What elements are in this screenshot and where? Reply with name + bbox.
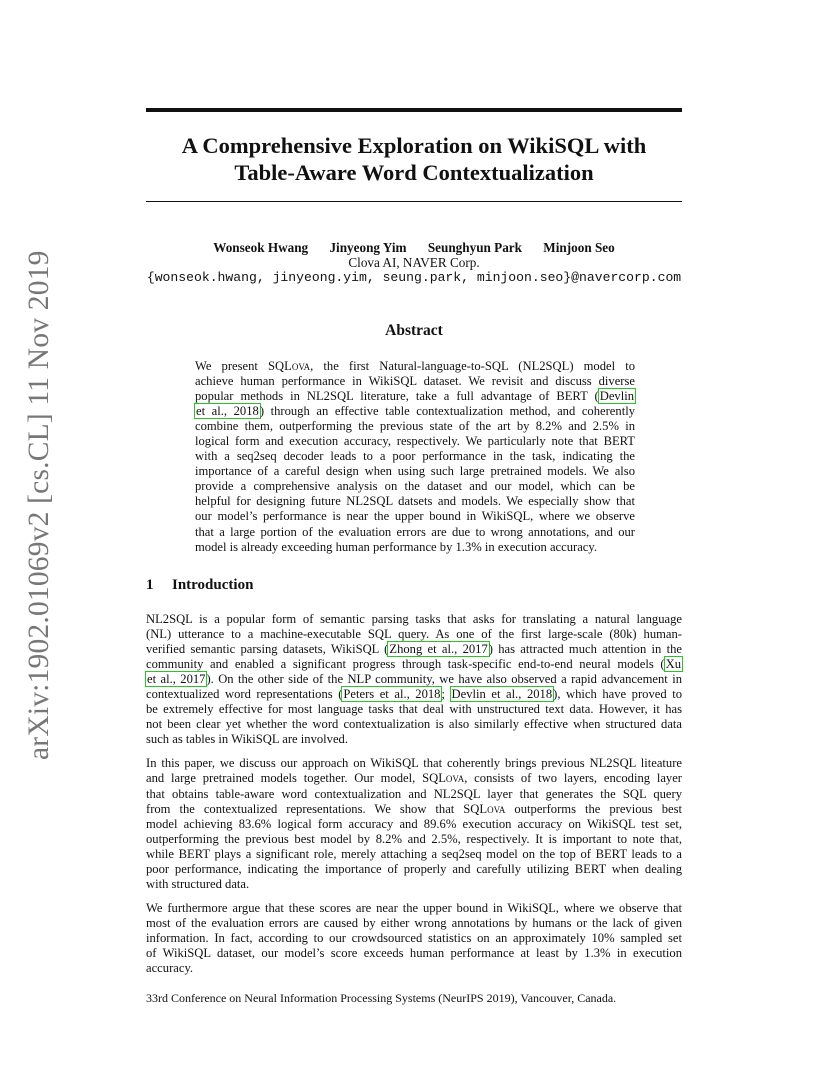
author-name: Wonseok Hwang (213, 240, 309, 255)
body-line: information. In fact, according to our crowdsourced statistics on an approximately 10% sampled set (146, 930, 682, 945)
body-line: and large pretrained models together. Our model, SQLova, consists of two layers, encoding layer (146, 771, 683, 786)
arxiv-identifier: arXiv:1902.01069v2 [cs.CL] 11 Nov 2019 (23, 250, 55, 760)
body-line: most of the evaluation errors are caused by either wrong annotations by humans or the lack of given (146, 915, 682, 930)
citation-link[interactable]: et al., 2017 (147, 672, 206, 687)
abstract-body (195, 359, 635, 555)
title-rule-top (146, 108, 682, 112)
model-name-smallcaps: ova (291, 359, 311, 373)
body-line: that obtains table-aware word contextualization and NL2SQL layer that generates the SQL query (146, 786, 682, 801)
title-line-2: Table-Aware Word Contextualization (234, 160, 594, 185)
author-list (146, 240, 682, 255)
citation-link[interactable]: Peters et al., 2018 (343, 687, 441, 702)
abstract-line: combine them, outperforming the previous state of the art by 8.2% and 2.5% in (195, 419, 635, 434)
body-line: accuracy. (146, 961, 194, 976)
abstract-line: that a large portion of the evaluation errors are due to wrong annotations, and our (195, 524, 635, 539)
abstract-line: achieve human performance in WikiSQL dataset. We revisit and discuss diverse (195, 374, 635, 389)
body-line: contextualized word representations (Peters et al., 2018; Devlin et al., 2018), which have proved to (146, 687, 682, 702)
abstract-line: provide a comprehensive analysis on the dataset and our model, which can be (195, 479, 635, 494)
body-line: not been clear yet whether the word contextualization is also similarly effective when structured data (146, 717, 682, 732)
citation-link[interactable]: Zhong et al., 2017 (389, 642, 488, 657)
model-name-smallcaps: ova (445, 771, 465, 786)
section-heading-introduction (146, 577, 253, 594)
conference-footnote: 33rd Conference on Neural Information Processing Systems (NeurIPS 2019), Vancouver, Canada. (146, 991, 617, 1005)
abstract-line: logical form and execution accuracy, respectively. We particularly note that BERT (195, 434, 635, 449)
body-line: from the contextualized representations. We show that SQLova outperforms the previous best (146, 801, 682, 816)
title-line-1: A Comprehensive Exploration on WikiSQL with (181, 133, 647, 158)
abstract-line: popular methods in NL2SQL literature, take a full advantage of BERT (Devlin (195, 389, 634, 404)
citation-link[interactable]: Devlin et al., 2018 (451, 687, 553, 702)
introduction-body (146, 612, 682, 976)
intro-paragraph-2 (146, 756, 682, 891)
body-line: poor performance, indicating the importance of properly and carefully utilizing BERT when dealing (146, 861, 682, 876)
body-line: In this paper, we discuss our approach on WikiSQL that coherently brings previous NL2SQL liteature (146, 756, 682, 771)
model-name-smallcaps: ova (487, 801, 506, 816)
intro-paragraph-3 (146, 901, 682, 976)
author-emails[interactable]: {wonseok.hwang, jinyeong.yim, seung.park, minjoon.seo}@navercorp.com (146, 270, 682, 285)
abstract-line: helpful for designing future NL2SQL datsets and models. We especially show that (195, 494, 635, 509)
citation-link[interactable]: Devlin (599, 389, 634, 404)
abstract-line: our model’s performance is near the upper bound in WikiSQL, where we observe (195, 509, 635, 524)
paper-title (146, 132, 682, 186)
author-name: Minjoon Seo (543, 240, 615, 255)
abstract-line: model is already exceeding human performance by 1.3% in execution accuracy. (195, 539, 598, 554)
author-name: Seunghyun Park (427, 240, 522, 255)
body-line: of WikiSQL dataset, our model’s score exceeds human performance at least by 1.3% in execution (146, 945, 682, 960)
author-name: Jinyeong Yim (329, 240, 407, 255)
abstract-paragraph (195, 359, 635, 555)
body-line: while BERT plays a significant role, merely attaching a seq2seq model on the top of BERT leads to a (146, 846, 682, 861)
abstract-heading: Abstract (385, 322, 443, 339)
body-line: community and enabled a significant progress through task-specific end-to-end neural models (Xu (146, 657, 681, 672)
abstract-line: We present SQLova, the first Natural-language-to-SQL (NL2SQL) model to (195, 359, 636, 373)
section-number: 1 (146, 577, 154, 593)
body-line: (NL) utterance to a machine-executable SQL query. As one of the first large-scale (80k) human- (146, 627, 682, 642)
body-line: We furthermore argue that these scores are near the upper bound in WikiSQL, where we observe that (146, 900, 682, 915)
citation-link[interactable]: et al., 2018 (196, 404, 259, 419)
abstract-line: importance of a careful design when using such large pretrained models. We also (195, 464, 635, 479)
title-rule-bottom (146, 201, 682, 202)
abstract-line: with a seq2seq decoder leads to a poor performance in the task, indicating the (195, 449, 635, 464)
abstract-line: et al., 2018) through an effective table contextualization method, and coherently (196, 404, 635, 419)
intro-paragraph-1 (146, 612, 682, 747)
citation-link[interactable]: Xu (665, 657, 681, 672)
affiliation: Clova AI, NAVER Corp. (348, 255, 480, 270)
section-title: Introduction (172, 577, 254, 593)
body-line: such as tables in WikiSQL are involved. (146, 732, 349, 747)
body-line: et al., 2017). On the other side of the NLP community, we have also observed a rapid advancement in (147, 672, 682, 687)
body-line: outperforming the previous best model by 8.2% and 2.5%, respectively. It is important to note that, (146, 831, 682, 846)
body-line: verified semantic parsing datasets, WikiSQL (Zhong et al., 2017) has attracted much attention in the (146, 642, 682, 657)
body-line: be extremely effective for most language tasks that deal with unstructured text data. However, it has (146, 702, 682, 717)
body-line: with structured data. (146, 876, 250, 891)
body-line: NL2SQL is a popular form of semantic parsing tasks that asks for translating a natural language (146, 612, 682, 626)
body-line: model achieving 83.6% logical form accuracy and 89.6% execution accuracy on WikiSQL test set, (146, 816, 682, 831)
